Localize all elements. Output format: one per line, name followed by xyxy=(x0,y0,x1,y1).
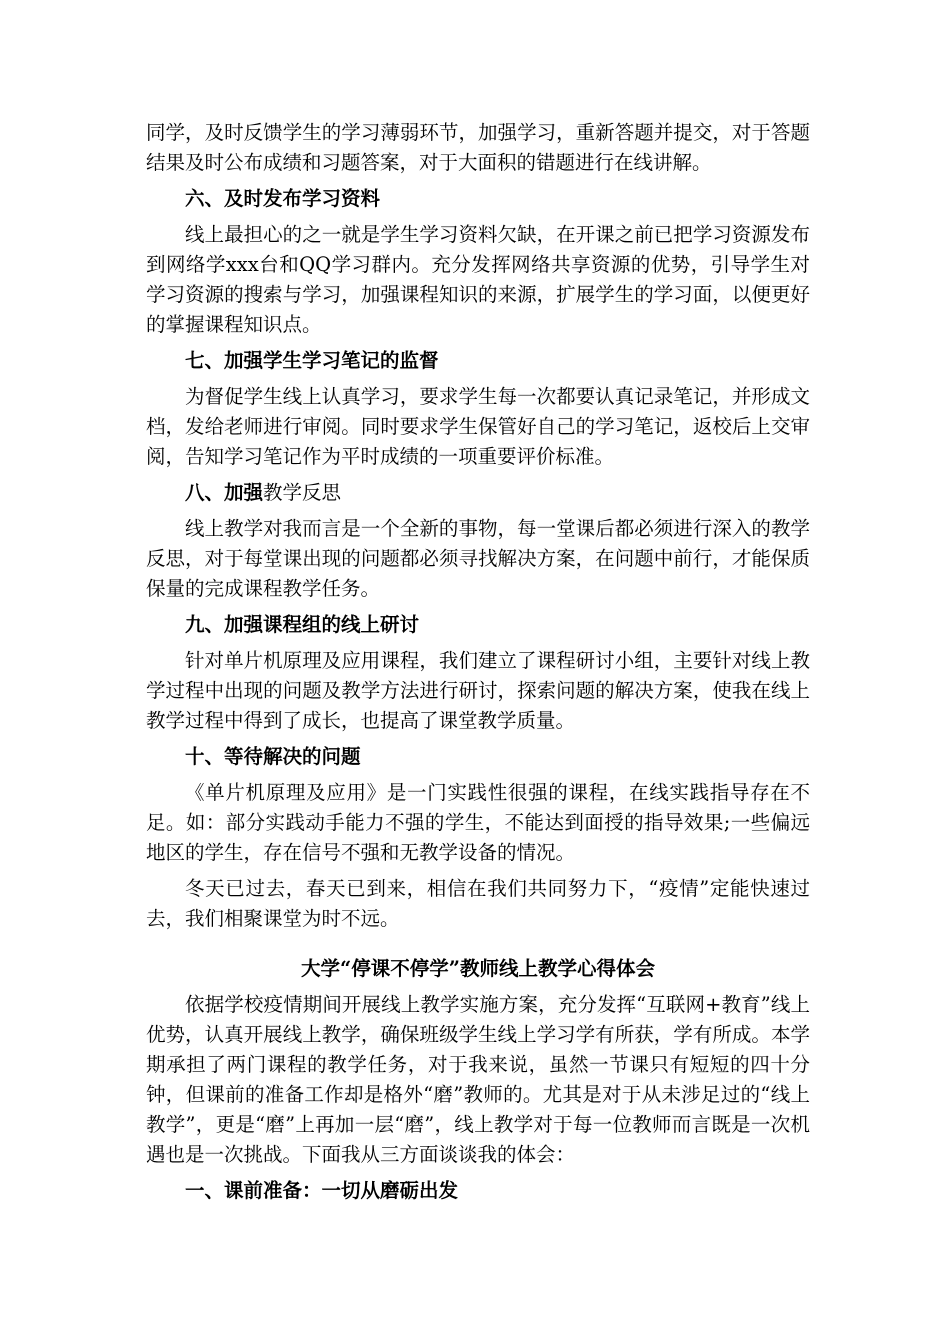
section-heading-10: 十、等待解决的问题 xyxy=(185,745,361,768)
section-heading-1: 一、课前准备：一切从磨砺出发 xyxy=(185,1179,459,1202)
section-heading-8-bold: 八、加强 xyxy=(185,481,264,504)
paragraph-continued: 同学，及时反馈学生的学习薄弱环节，加强学习，重新答题并提交，对于答题结果及时公布成绩和习题答案，对于大面积的错题进行在线讲解。 xyxy=(146,121,810,174)
section-heading-6: 六、及时发布学习资料 xyxy=(185,187,381,210)
section-heading-8 xyxy=(146,478,810,508)
paragraph-intro: 依据学校疫情期间开展线上教学实施方案，充分发挥“互联网+教育”线上优势，认真开展线上教学，确保班级学生线上学习学有所获，学有所成。本学期承担了两门课程的教学任务，对于我来说，虽然一节课只有短短的四十分钟，但课前的准备工作却是格外“磨”教师的。尤其是对于从未涉足过的“线上教学”，更是“磨”上再加一层“磨”，线上教学对于每一位教师而言既是一次机遇也是一次挑战。下面我从三方面谈谈我的体会： xyxy=(146,993,810,1166)
paragraph-section-10b: 冬天已过去，春天已到来，相信在我们共同努力下，“疫情”定能快速过去，我们相聚课堂为时不远。 xyxy=(146,877,810,930)
article-title: 大学“停课不停学”教师线上教学心得体会 xyxy=(301,957,655,980)
paragraph-section-8: 线上教学对我而言是一个全新的事物，每一堂课后都必须进行深入的教学反思，对于每堂课出现的问题都必须寻找解决方案，在问题中前行，才能保质保量的完成课程教学任务。 xyxy=(146,517,810,600)
paragraph-section-9: 针对单片机原理及应用课程，我们建立了课程研讨小组，主要针对线上教学过程中出现的问题及教学方法进行研讨，探索问题的解决方案，使我在线上教学过程中得到了成长，也提高了课堂教学质量。 xyxy=(146,649,810,732)
paragraph-section-6: 线上最担心的之一就是学生学习资料欠缺，在开课之前已把学习资源发布到网络学xxx台和QQ学习群内。充分发挥网络共享资源的优势，引导学生对学习资源的搜索与学习，加强课程知识的来源，扩展学生的学习面，以便更好的掌握课程知识点。 xyxy=(146,223,810,336)
paragraph-section-10a: 《单片机原理及应用》是一门实践性很强的课程，在线实践指导存在不足。如：部分实践动手能力不强的学生，不能达到面授的指导效果;一些偏远地区的学生，存在信号不强和无教学设备的情况。 xyxy=(146,781,810,864)
document-page xyxy=(146,118,810,1212)
section-heading-9: 九、加强课程组的线上研讨 xyxy=(185,613,420,636)
paragraph-section-7: 为督促学生线上认真学习，要求学生每一次都要认真记录笔记，并形成文档，发给老师进行审阅。同时要求学生保管好自己的学习笔记，返校后上交审阅，告知学习笔记作为平时成绩的一项重要评价标准。 xyxy=(146,385,810,468)
section-heading-7: 七、加强学生学习笔记的监督 xyxy=(185,349,439,372)
section-heading-8-normal: 教学反思 xyxy=(263,481,342,504)
